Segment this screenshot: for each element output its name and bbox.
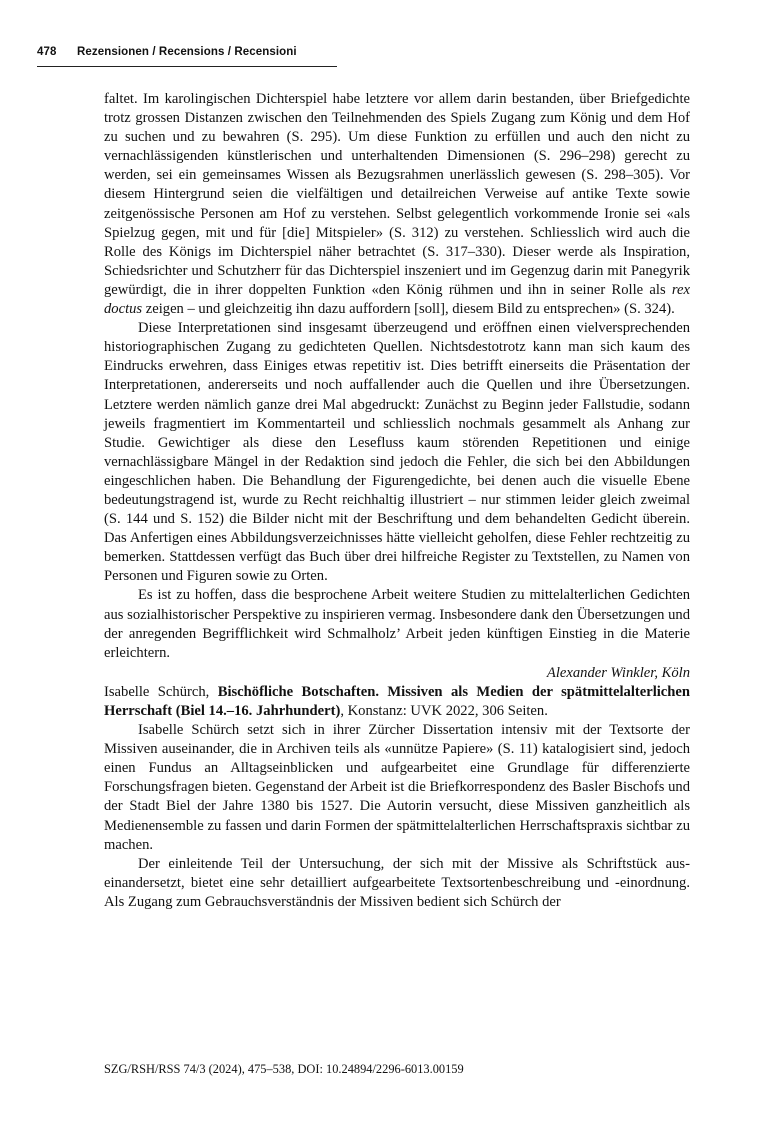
review1-paragraph-3: Es ist zu hoffen, dass die besprochene Arbeit weitere Studien zu mittelalterlichen Gedichten aus sozialhistorischer Perspektive zu inspirieren vermag. Insbesondere dank den Übersetzungen und der anregenden Begrifflichkeit wird Schmalholz’ Arbeit jeden künftigen Einstieg in die Materie erleichtern. — [104, 587, 690, 661]
running-header — [37, 46, 337, 58]
main-text — [104, 90, 690, 912]
emphasis-rex-doctus: rex doctus — [104, 281, 690, 318]
running-title: Rezensionen / Recensions / Recensioni — [77, 46, 297, 58]
book-publisher: , Konstanz: UVK 2022, 306 Seiten. — [340, 703, 548, 719]
review1-paragraph-1: faltet. Im karolingischen Dichterspiel habe letztere vor allem darin bestanden, über Briefgedichte trotz grossen Distanzen zwischen den Teilnehmenden des Spiels Zugang zum König und dem Hof zu suchen und zu bewahren (S. 295). Um diese Funktion zu erfüllen und auch den nicht zu vernachlässigenden künstlerischen und unterhaltenden Dimensionen (S. 296–298) gerecht zu werden, sei ein gemeinsames Wissen als Bezugsrahmen unerlässlich gewesen (S. 298–305). Vor diesem Hintergrund seien die vielfältigen und detailreichen Verweise auf antike Texte sowie zeitgenössische Personen am Hof zu verstehen. Selbst gelegentlich vorkommende Ironie sei «als Spielzug gegen, mit und für [die] Mitspieler» (S. 312) zu verstehen. Schliesslich wird auch die Rolle des Königs im Dichterspiel näher betrachtet (S. 317–330). Dieser werde als Inspiration, Schiedsrichter und Schutzherr für das Dichterspiel inszeniert und im Gegenzug darin mit Panegyrik gewürdigt, die in ihrer doppelten Funktion «den König rühmen und ihn in seiner Rolle als rex doctus zeigen – und gleichzeitig ihn dazu auffordern [soll], diesem Bild zu entsprechen» (S. 324). — [104, 91, 690, 318]
header-rule — [37, 66, 337, 67]
review2-paragraph-1: Isabelle Schürch setzt sich in ihrer Zürcher Dissertation intensiv mit der Textsorte der Missiven auseinander, die in Archiven teils als «unnütze Papiere» (S. 11) katalogisiert sind, jedoch einen Fundus an Alltagseinblicken und aufgearbeitet eine Grundlage für differenzierte Forschungsfragen bieten. Gegenstand der Arbeit ist die Briefkorrespondenz des Basler Bischofs und der Stadt Biel der Jahre 1380 bis 1527. Die Autorin versucht, diese Missiven ganzheitlich als Medienensemble zu fassen und darin Formen der spätmittelalterlichen Herrschaftspraxis sichtbar zu machen. — [104, 722, 690, 853]
book-author: Isabelle Schürch, — [104, 683, 218, 700]
review2-bibliographic-entry — [104, 683, 690, 721]
review2-paragraph-2: Der einleitende Teil der Untersuchung, der sich mit der Missive als Schriftstück auseinandersetzt, bietet eine sehr detailliert aufgearbeitete Textsortenbeschreibung und -einordnung. Als Zugang zum Gebrauchsverständnis der Missiven bedient sich Schürch der — [104, 855, 690, 910]
footer-citation: SZG/RSH/RSS 74/3 (2024), 475–538, DOI: 10.24894/2296-6013.00159 — [104, 1062, 464, 1076]
review1-paragraph-2: Diese Interpretationen sind insgesamt überzeugend und eröffnen einen vielversprechenden historiographischen Zugang zu gedichteten Quellen. Nichtsdestotrotz kann man sich kaum des Eindrucks erwehren, dass Einiges etwas repetitiv ist. Dies betrifft einerseits die Präsentation der Interpretationen, andererseits und noch auffallender auch die Quellen und ihre Übersetzungen. Letztere werden nämlich ganze drei Mal abgedruckt: Zunächst zu Beginn jeder Fallstudie, sodann jeweils fragmentiert im Kommentarteil und schliesslich nochmals gesammelt als Anhang zur Studie. Gewichtiger als diese den Lesefluss kaum störenden Repetitionen und einige vernachlässigbare Mängel in der Redaktion sind jedoch die Fehler, die sich bei den Abbildungen eingeschlichen haben. Die Behandlung der Figurengedichte, bei denen auch die visuelle Ebene bedeutungstragend ist, wurde zu Recht reichhaltig illustriert – nur stimmen leider gleich zweimal (S. 144 und S. 152) die Bilder nicht mit der Beschriftung und dem behandelten Gedicht überein. Das Anfertigen eines Abbildungsverzeichnisses hätte vielleicht geholfen, diese Fehler rechtzeitig zu bemerken. Stattdessen verfügt das Buch über drei hilfreiche Register zu Textstellen, zu Namen von Personen und Figuren sowie zu Orten. — [104, 320, 690, 585]
page-number: 478 — [37, 46, 57, 58]
book-title: Bischöfliche Botschaften. Missiven als Medien der spätmittelalterlichen Herrschaft (Biel 14.–16. Jahrhundert) — [104, 683, 690, 719]
reviewer-signature: Alexander Winkler, Köln — [546, 664, 690, 681]
